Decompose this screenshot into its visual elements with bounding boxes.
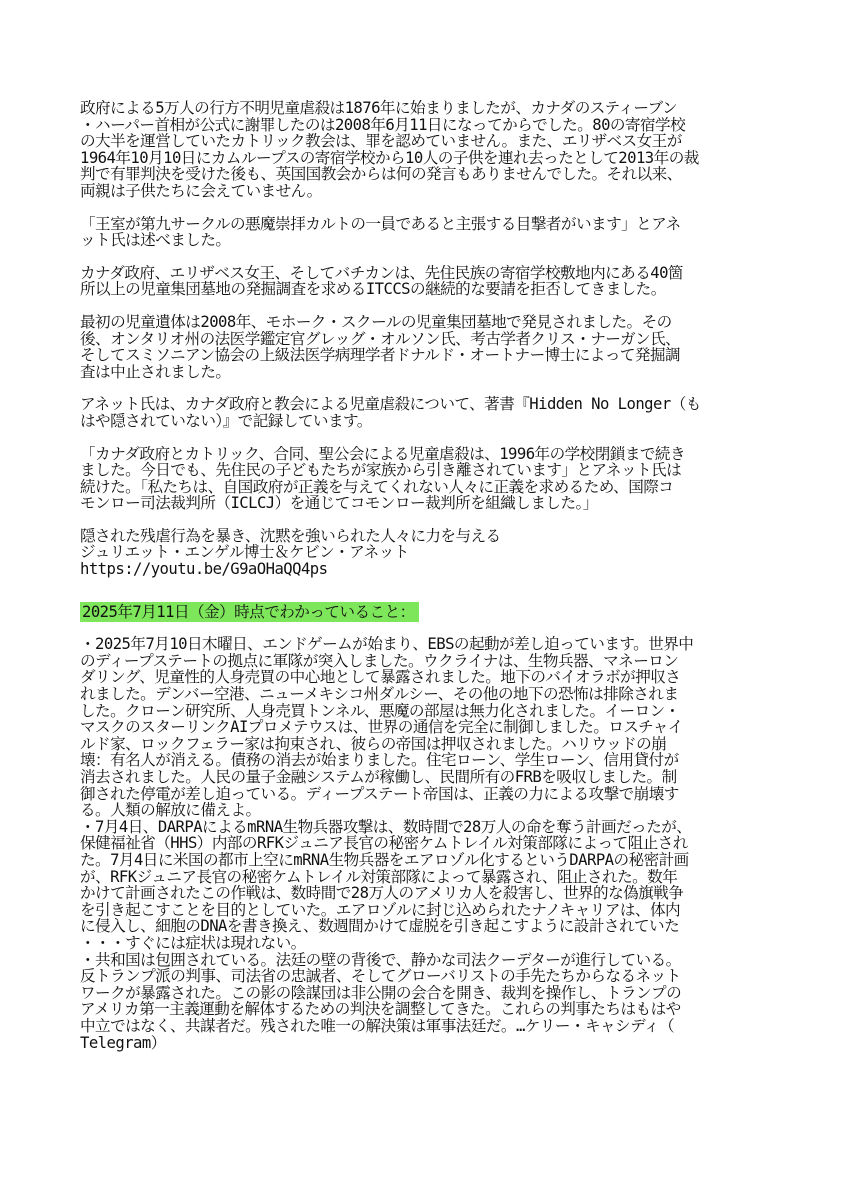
updates-list [80,636,776,1051]
paragraph-excavation-refusal: カナダ政府、エリザベス女王、そしてバチカンは、先住民族の寄宿学校敷地内にある40箇 所以上の児童集団墓地の発掘調査を求めるITCCSの継続的な要請を拒否してきました。 [80,263,683,299]
paragraph-quote-court: 「カナダ政府とカトリック、合同、聖公会による児童虐殺は、1996年の学校閉鎖まで続き ました。今日でも、先住民の子どもたちが家族から引き離されています」とアネット氏は 続けた。「私たちは、自国政府が正義を与えてくれない人々に正義を求めるため、国際コ モンロー司法裁判所（ICLCJ）を通じてコモンロー裁判所を組織しました。」 [80,444,685,513]
paragraph-intro: 政府による5万人の行方不明児童虐殺は1876年に始まりましたが、カナダのスティーブン ・ハーパー首相が公式に謝罪したのは2008年6月11日になってからでした。80の寄宿学校 の大半を運営していたカトリック教会は、罪を認めていません。また、エリザベス女王が 1964年10月10日にカムループスの寄宿学校から10人の子供を連れ去ったとして2013年の裁 判で有罪判決を受けた後も、英国国教会からは何の発言もありませんでした。それ以来、 両親は子供たちに会えていません。 [80,99,699,200]
section-heading-wrap [80,602,776,623]
paragraph-quote-royal: 「王室が第九サークルの悪魔崇拝カルトの一員であると主張する目撃者がいます」とアネ ット氏は述べました。 [80,214,681,250]
update-item-endgame: ・2025年7月10日木曜日、エンドゲームが始まり、EBSの起動が差し迫っています。世界中 のディープステートの拠点に軍隊が突入しました。ウクライナは、生物兵器、マネーロン ダリング、児童性的人身売買の中心地として暴露されました。地下のバイオラボが押収さ れました。デンバー空港、ニューメキシコ州ダルシー、その他の地下の恐怖は排除されま した。クローン研究所、人身売買トンネル、悪魔の部屋は無力化されました。イーロン・ マスクのスターリンクAIプロメテウスは、世界の通信を完全に制御しました。ロスチャイ ルド家、ロックフェラー家は拘束され、彼らの帝国は押収されました。ハリウッドの崩 壊：有名人が消える。債務の消去が始まりました。住宅ローン、学生ローン、信用貸付が 消去されました。人民の量子金融システムが稼働し、民間所有のFRBを吸収しました。制 御された停電が差し迫っている。ディープステート帝国は、正義の力による攻撃で崩壊す る。人類の解放に備えよ。 [80,635,694,820]
section-heading-highlight: 2025年7月11日（金）時点でわかっていること： [80,602,419,623]
source-credit: 隠された残虐行為を暴き、沈黙を強いられた人々に力を与える ジュリエット・エンゲル博士＆ケビン・アネット https://youtu.be/G9aOHaQQ4ps [80,526,501,579]
paragraph-first-remains: 最初の児童遺体は2008年、モホーク・スクールの児童集団墓地で発見されました。その 後、オンタリオ州の法医学鑑定官グレッグ・オルソン氏、考古学者クリス・ナーガン氏、 そしてスミソニアン協会の上級法医学病理学者ドナルド・オートナー博士によって発掘調 査は中止されました。 [80,312,681,381]
document-page [80,100,776,1051]
update-item-republic: ・共和国は包囲されている。法廷の壁の背後で、静かな司法クーデターが進行している。 反トランプ派の判事、司法省の忠誠者、そしてグローバリストの手先たちからなるネット ワークが暴露された。この影の陰謀団は非公開の会合を開き、裁判を操作し、トランプの アメリカ第一主義運動を解体するための判決を調整してきた。これらの判事たちはもはや 中立ではなく、共謀者だ。残された唯一の解決策は軍事法廷だ。…ケリー・キャシディ（ Telegram） [80,950,682,1052]
paragraph-book: アネット氏は、カナダ政府と教会による児童虐殺について、著書『Hidden No Longer（も はや隠されていない）』で記録しています。 [80,395,701,430]
update-item-darpa: ・7月4日、DARPAによるmRNA生物兵器攻撃は、数時間で28万人の命を奪う計画だったが、 保健福祉省（HHS）内部のRFKジュニア長官の秘密ケムトレイル対策部隊によって阻止され た。7月4日に米国の都市上空にmRNA生物兵器をエアロゾル化するというDARPAの秘密計画 が、RFKジュニア長官の秘密ケムトレイル対策部隊によって暴露され、阻止された。数年 かけて計画されたこの作戦は、数時間で28万人のアメリカ人を殺害し、世界的な偽旗戦争 を引き起こすことを目的としていた。エアロゾルに封じ込められたナノキャリアは、体内 に侵入し、細胞のDNAを書き換え、数週間かけて虚脱を引き起こすように設計されていた ・・・すぐには症状は現れない。 [80,817,692,952]
